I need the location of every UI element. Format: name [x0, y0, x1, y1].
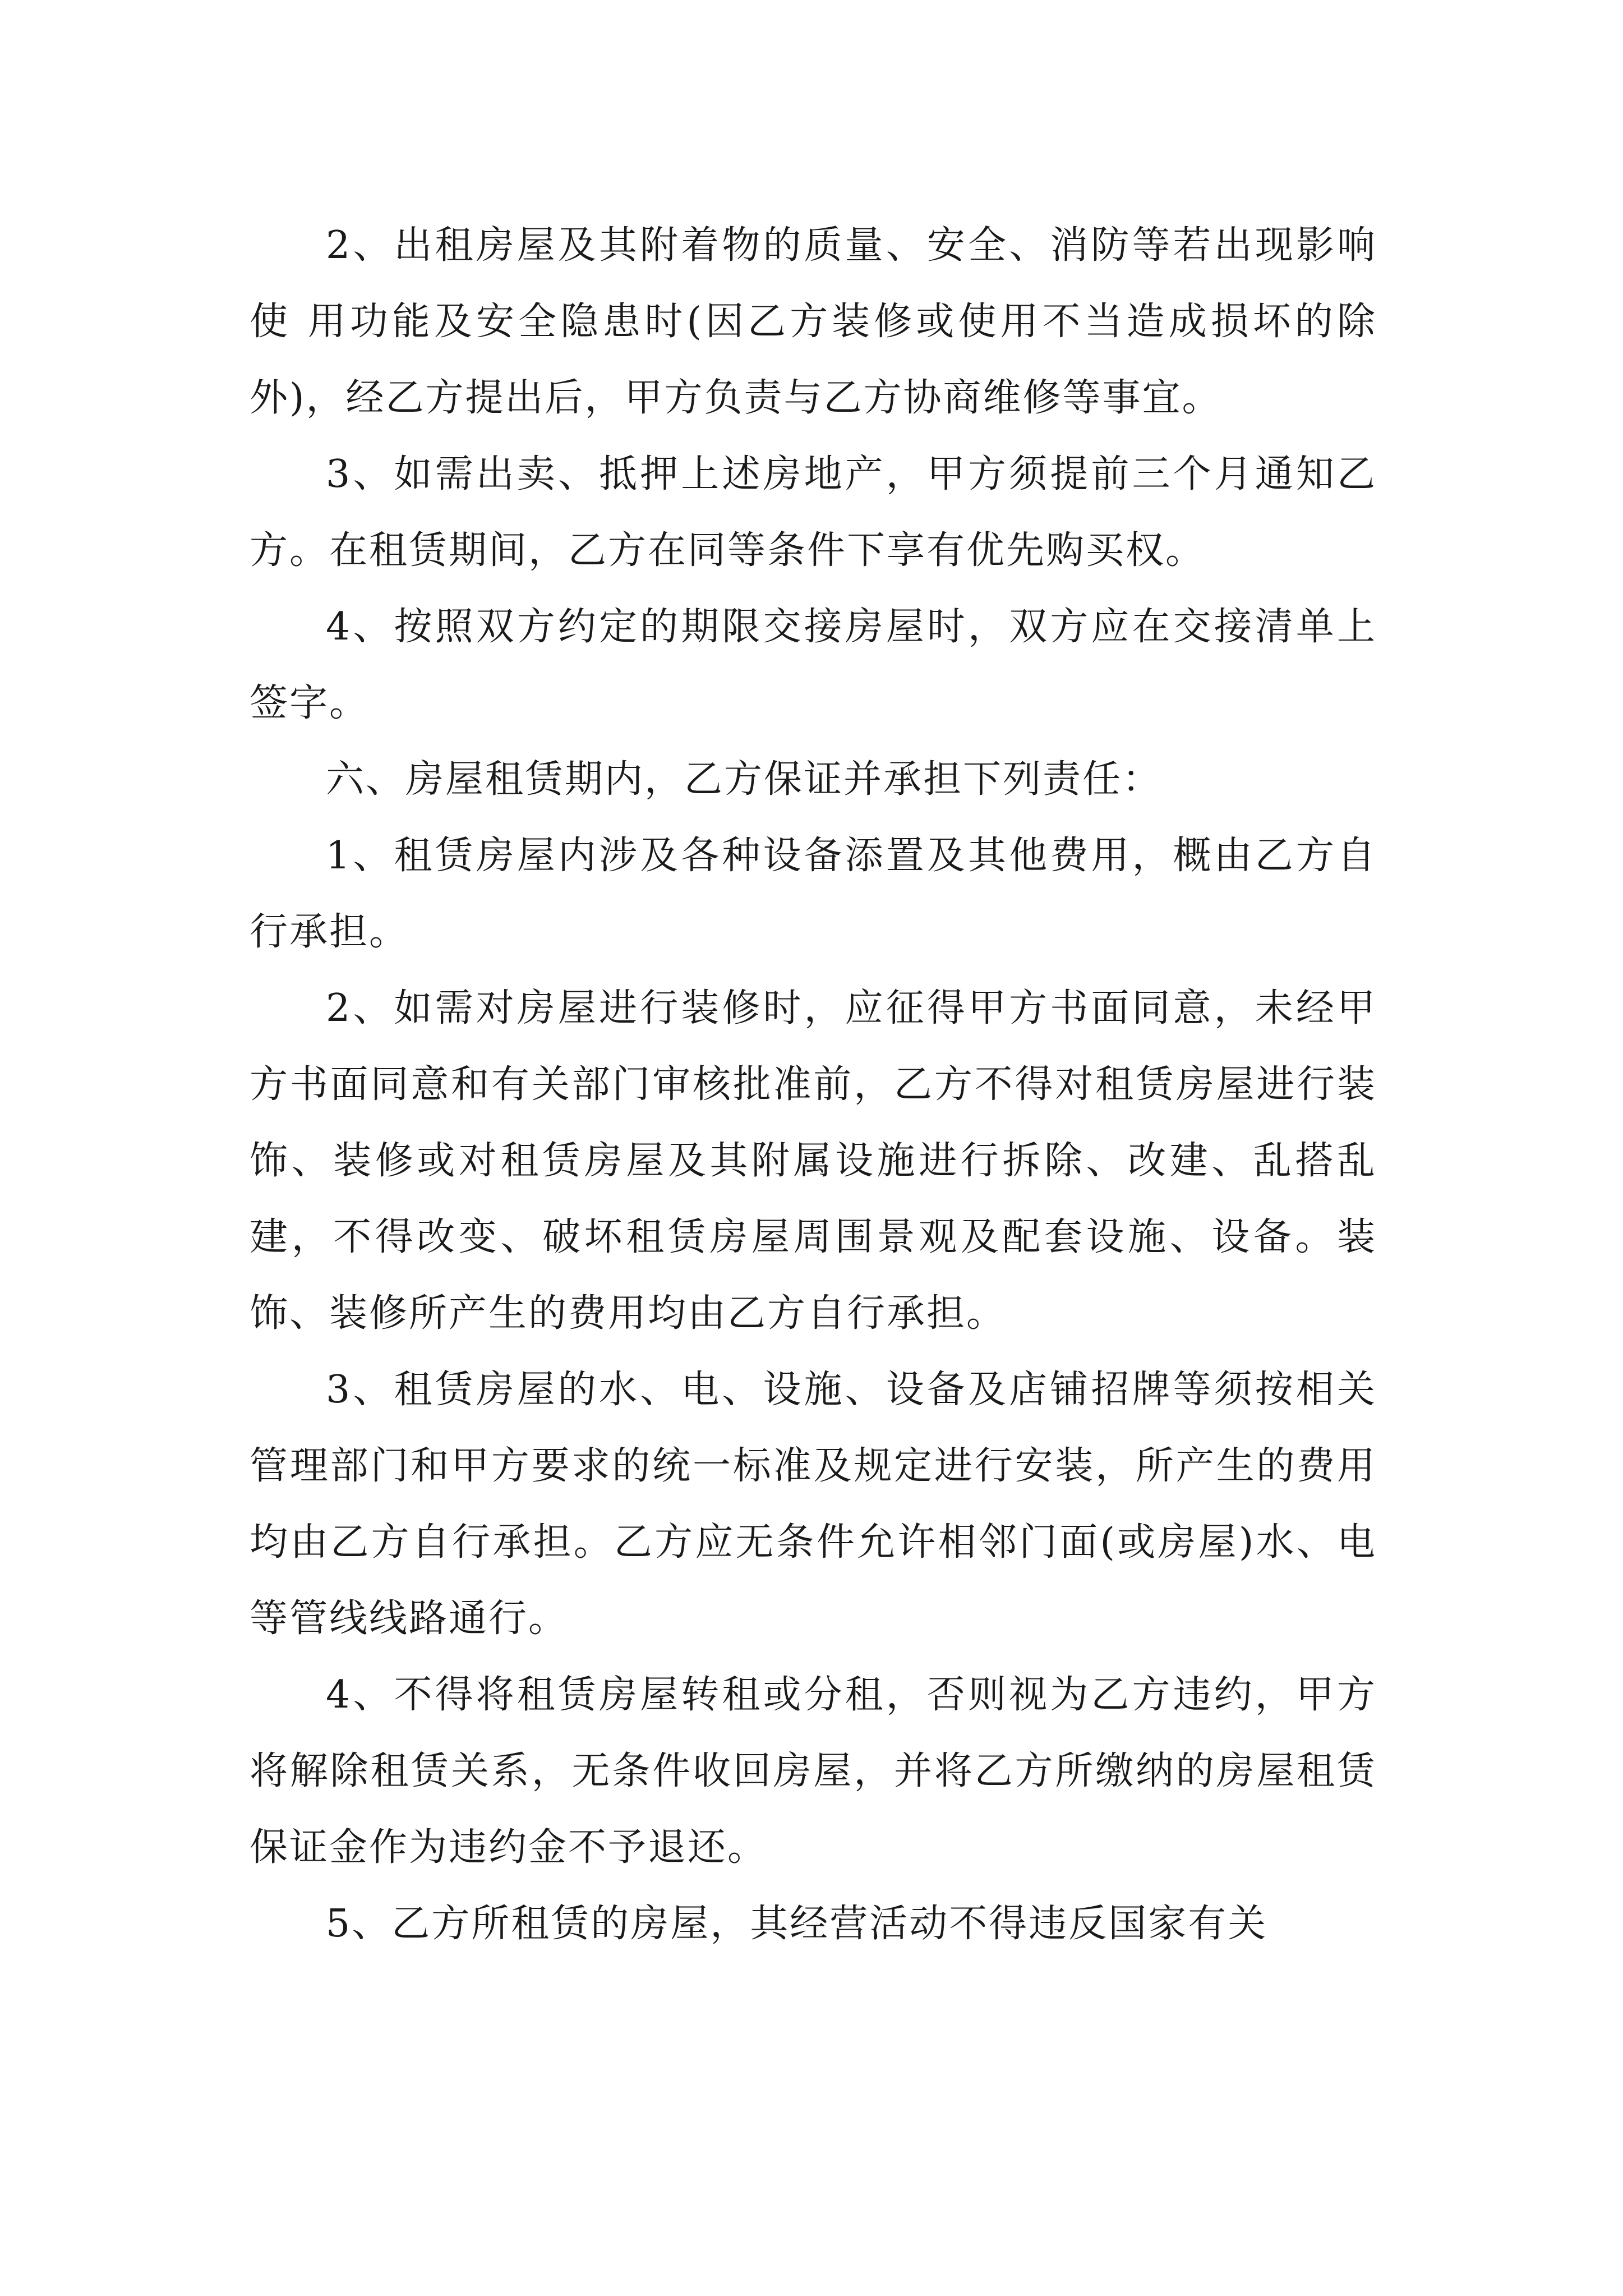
paragraph-clause-6-3: 3、租赁房屋的水、电、设施、设备及店铺招牌等须按相关管理部门和甲方要求的统一标准及规定进行安装，所产生的费用均由乙方自行承担。乙方应无条件允许相邻门面(或房屋)水、电等管线线路通行。	[250, 1368, 1377, 1641]
paragraph-clause-6-4: 4、不得将租赁房屋转租或分租，否则视为乙方违约，甲方将解除租赁关系，无条件收回房屋，并将乙方所缴纳的房屋租赁保证金作为违约金不予退还。	[250, 1673, 1377, 1870]
paragraph-clause-5-3: 3、如需出卖、抵押上述房地产，甲方须提前三个月通知乙方。在租赁期间，乙方在同等条件下享有优先购买权。	[250, 452, 1377, 573]
paragraph-clause-5-4: 4、按照双方约定的期限交接房屋时，双方应在交接清单上签字。	[250, 605, 1377, 725]
paragraph-clause-6-2: 2、如需对房屋进行装修时，应征得甲方书面同意，未经甲方书面同意和有关部门审核批准前，乙方不得对租赁房屋进行装饰、装修或对租赁房屋及其附属设施进行拆除、改建、乱搭乱建，不得改变、破坏租赁房屋周围景观及配套设施、设备。装饰、装修所产生的费用均由乙方自行承担。	[250, 986, 1377, 1336]
paragraph-clause-6-5: 5、乙方所租赁的房屋，其经营活动不得违反国家有关	[326, 1902, 1268, 1946]
document-body	[250, 208, 1377, 1962]
paragraph-clause-6-1: 1、租赁房屋内涉及各种设备添置及其他费用，概由乙方自行承担。	[250, 834, 1377, 954]
paragraph-clause-5-2: 2、出租房屋及其附着物的质量、安全、消防等若出现影响使 用功能及安全隐患时(因乙方装修或使用不当造成损坏的除外)，经乙方提出后，甲方负责与乙方协商维修等事宜。	[250, 223, 1377, 420]
section-heading-6: 六、房屋租赁期内，乙方保证并承担下列责任：	[326, 757, 1163, 802]
